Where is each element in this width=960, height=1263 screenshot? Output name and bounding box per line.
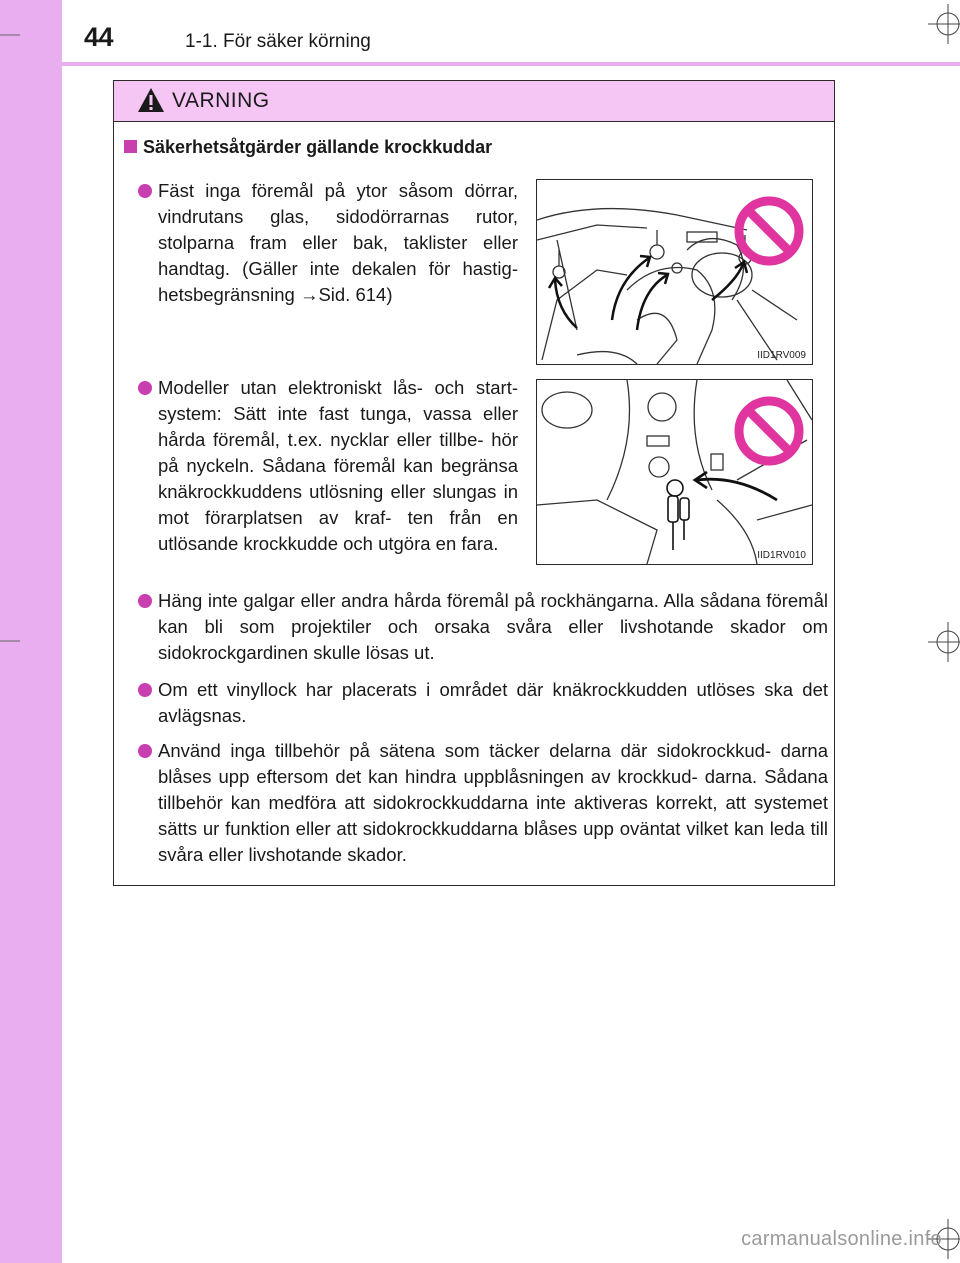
warning-item-5 <box>138 738 828 868</box>
warning-item-text: Om ett vinyllock har placerats i området där knäkrockkudden utlöses ska det avlägsnas. <box>158 679 828 726</box>
warning-item-2 <box>138 375 518 557</box>
warning-item-text: Häng inte galgar eller andra hårda föremål på rockhängarna. Alla sådana föremål kan bli som projektiler och orsaka svåra eller livshotande skador om sidokrockgardinen skulle lösas ut. <box>158 590 828 663</box>
warning-item-4 <box>138 677 828 729</box>
crop-mark-top-right-icon <box>918 0 960 44</box>
warning-triangle-icon <box>136 86 166 114</box>
warning-subheading <box>124 137 492 158</box>
warning-header <box>114 81 834 122</box>
figure-code: IID1RV010 <box>757 550 806 561</box>
side-color-strip <box>0 0 62 1263</box>
figure-key-ring <box>536 379 813 565</box>
prohibition-icon <box>733 395 805 467</box>
warning-item-3 <box>138 588 828 666</box>
page-number: 44 <box>84 22 114 52</box>
figure-code: IID1RV009 <box>757 350 806 361</box>
warning-item-text: Använd inga tillbehör på sätena som täcker delarna där sidokrockkud- darna blåses upp eftersom det kan hindra uppblåsningen av krockkud- darna. Sådana tillbehör kan medföra att sidokrockkuddarna inte aktiveras korrekt, att systemet sätts ur funktion eller att sidokrockkuddarna blåses upp oväntat vilket kan leda till svåra eller livshotande skador. <box>158 740 828 865</box>
bullet-dot-icon <box>138 744 152 758</box>
warning-item-text: Modeller utan elektroniskt lås- och start- system: Sätt inte fast tunga, vassa eller hårda föremål, t.ex. nycklar eller tillbe- hör på nyckeln. Sådana föremål kan begränsa knäkrockkuddens utlösning eller slungas in mot förarplatsen av kraf- ten från en utlösande krockkudde och utgöra en fara. <box>158 377 518 554</box>
crop-mark-mid-right-icon <box>918 620 960 664</box>
header-rule <box>62 62 960 66</box>
warning-item-1 <box>138 178 518 308</box>
bullet-dot-icon <box>138 683 152 697</box>
warning-title: VARNING <box>172 89 270 112</box>
square-bullet-icon <box>124 140 137 153</box>
bullet-dot-icon <box>138 381 152 395</box>
warning-item-text: Fäst inga föremål på ytor såsom dörrar, vindrutans glas, sidodörrarnas rutor, stolparna fram eller bak, taklister eller handtag. (Gäller inte dekalen för hastig- hetsbegränsning →Sid. 614) <box>158 180 518 305</box>
section-title: 1-1. För säker körning <box>185 31 371 52</box>
crop-mark-mid-left-icon <box>0 640 20 642</box>
crop-mark-top-left-icon <box>0 34 20 36</box>
warning-subheading-text: Säkerhetsåtgärder gällande krockkuddar <box>143 137 493 157</box>
watermark: carmanualsonline.info <box>741 1228 942 1250</box>
bullet-dot-icon <box>138 184 152 198</box>
prohibition-icon <box>733 195 805 267</box>
figure-dashboard-objects <box>536 179 813 365</box>
bullet-dot-icon <box>138 594 152 608</box>
